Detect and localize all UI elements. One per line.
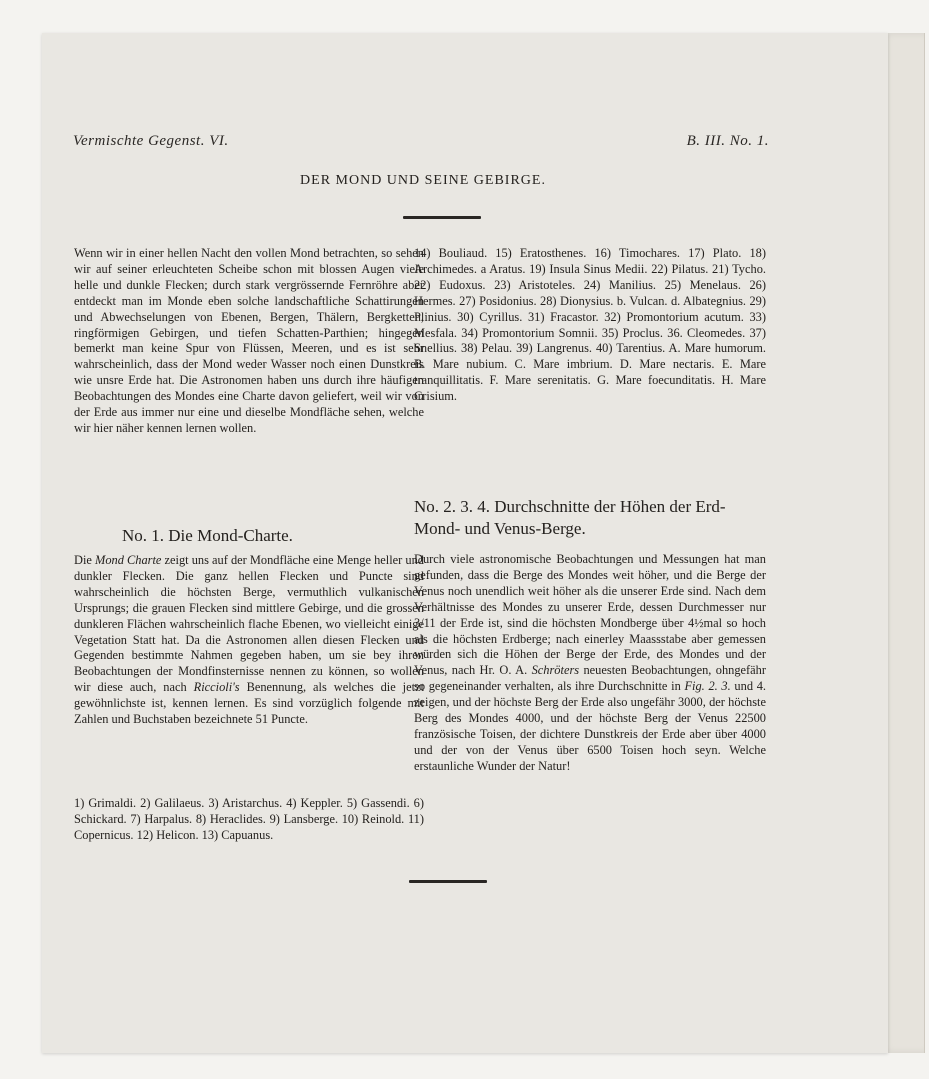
running-header-left: Vermischte Gegenst. VI. [73,133,229,149]
footer-rule [409,880,487,883]
s1-mid: zeigt uns auf der Mondfläche eine Menge heller und dunkler Flecken. Die ganz hellen Flecken und Puncte sind wahrscheinlich die höchsten Berge, vermuthlich vulkanischen Ursprungs; die grauen Flecken sind mittlere Gebirge, und die grossen dunkleren Flächen wahrscheinlich flache Ebenen, wo vielleicht einige Vegetation Statt hat. Da die Astronomen allen diesen Flecken und Gegenden bestimmte Nahmen gegeben haben, um sie bey ihren Beobachtungen der Mondfinsternisse nennen zu können, so wollen wir diese auch, nach [74,553,424,695]
section1-heading: No. 1. Die Mond-Charte. [122,526,293,545]
title-rule [403,216,481,219]
s1-post: Benennung, als welches die jetzt gewöhnlichste ist, kennen lernen. Es sind vorzüglich folgende mit Zahlen und Buchstaben bezeichnete 51 Puncte. [74,680,425,727]
intro-paragraph [74,246,424,437]
intro-text: Wenn wir in einer hellen Nacht den vollen Mond betrachten, so sehen wir auf seiner erleuchteten Scheibe schon mit blossen Augen viele helle und dunkle Flecken; durch stark vergrössernde Fernröhre aber entdeckt man im Monde eben solche landschaftliche Schattirungen und Abwechselungen von Ebenen, Bergen, Thälern, Bergketten, ringförmigen Gebirgen, und tiefen Schatten-Parthien; hingegen bemerkt man keine Spur von Flüssen, Meeren, und es ist sehr wahrscheinlich, dass der Mond weder Wasser noch einen Dunstkreis wie unsre Erde hat. Die Astronomen haben uns durch ihre häufigen Beobachtungen des Mondes eine Charte davon geliefert, weil wir von der Erde aus immer nur eine und dieselbe Mondfläche sehen, welche wir hier näher kennen lernen wollen. [74,246,424,435]
section2-body [414,552,766,775]
s2-em2: Fig. 2. 3. [684,679,731,694]
section2-heading: No. 2. 3. 4. Durchschnitte der Höhen der Erd- Mond- und Venus-Berge. [414,497,726,538]
crater-list-left-text: 1) Grimaldi. 2) Galilaeus. 3) Aristarchus. 4) Keppler. 5) Gassendi. 6) Schickard. 7) Harpalus. 8) Heraclides. 9) Lansberge. 10) Reinold. 11) Copernicus. 12) Helicon. 13) Capuanus. [74,796,424,842]
s2-post: und 4. zeigen, und der höchste Berg der Erde also ungefähr 3000, der höchste Berg des Mondes 4000, und der höchste Berg der Venus 22500 französische Toisen, der dichtere Dunstkreis der Erde aber über 4000 und der von der Venus über 6500 Toisen hoch seyn. Welche erstaunliche Wunder der Natur! [414,679,766,773]
s1-pre: Die [74,553,95,567]
s2-pre: Durch viele astronomische Beobachtungen und Messungen hat man gefunden, dass die Berge des Mondes weit höher, und die Berge der Venus noch unendlich weit höher als die unserer Erde sind. Nach dem Verhältnisse des Mondes zu unserer Erde, dessen Durchmesser nur 3/11 der Erde ist, sind die höchsten Mondberge über 4½mal so hoch als die höchsten Erdberge; nach einerley Maassstabe aber gemessen würden sich die Höhen der Berge der Erde, des Mondes und der Venus, nach Hr. O. A. [414,552,766,678]
crater-list-right [414,246,766,405]
crater-list-right-text: 14) Bouliaud. 15) Eratosthenes. 16) Timochares. 17) Plato. 18) Archimedes. a Aratus. 19) Insula Sinus Medii. 22) Pilatus. 21) Tycho. 22) Eudoxus. 23) Aristoteles. 24) Manilius. 25) Menelaus. 26) Hermes. 27) Posidonius. 28) Dionysius. b. Vulcan. d. Albategnius. 29) Plinius. 30) Cyrillus. 31) Fracastor. 32) Promontorium acutum. 33) Mesfala. 34) Promontorium Somnii. 35) Proclus. 36. Cleomedes. 37) Snellius. 38) Pelau. 39) Langrenus. 40) Tarentius. A. Mare humorum. B. Mare nubium. C. Mare imbrium. D. Mare nectaris. E. Mare tranquillitatis. F. Mare serenitatis. G. Mare foecunditatis. H. Mare Crisium. [414,246,766,404]
running-header-right: B. III. No. 1. [686,133,769,149]
page-title: DER MOND UND SEINE GEBIRGE. [300,173,546,188]
s1-em1: Mond Charte [95,553,162,567]
section1-body [74,553,424,728]
s1-em2: Riccioli's [193,680,240,695]
s2-em1: Schröters [531,663,580,678]
crater-list-left [74,796,424,844]
s2-mid: neuesten Beobachtungen, ohngefähr so gegeneinander verhalten, als ihre Durchschnitte in [414,663,766,694]
